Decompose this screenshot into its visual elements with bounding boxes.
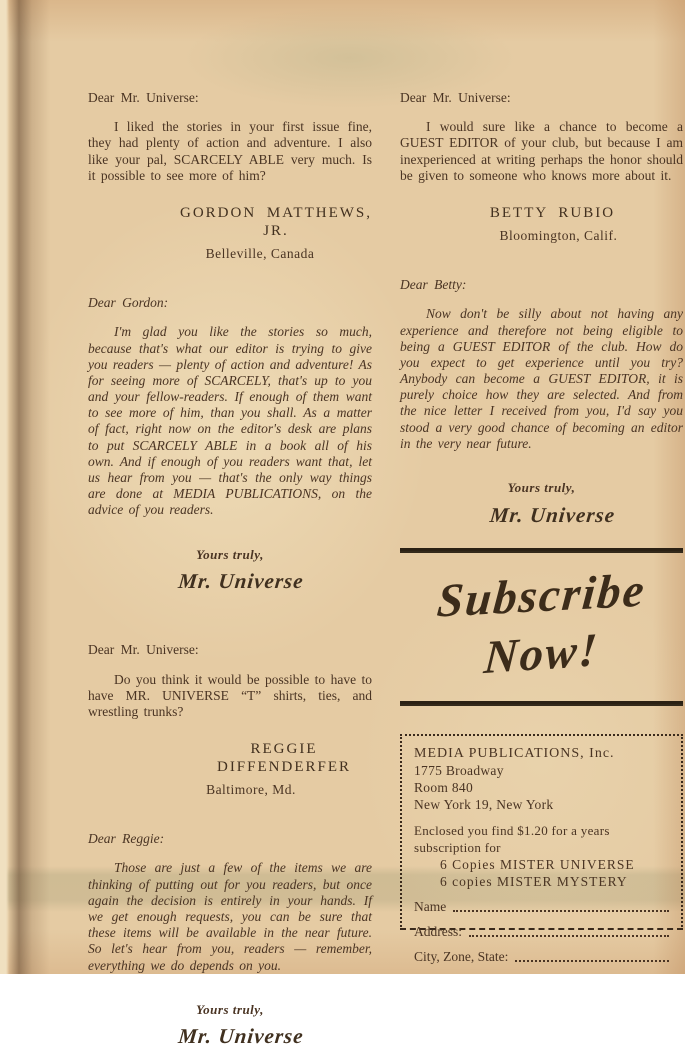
letter-body: I liked the stories in your first issue fine, they had plenty of action and adventure. I also like your pal, SCARCELY ABLE very much. Is it possible to see more of him? (88, 119, 372, 183)
address-field (414, 924, 669, 940)
letter-salutation: Dear Mr. Universe: (400, 90, 511, 105)
reply-salutation: Dear Gordon: (88, 295, 169, 311)
editor-signature: Mr. Universe (177, 569, 305, 594)
subscribe-now-banner (400, 564, 683, 684)
reply-body: Those are just a few of the items we are thinking of putting out for you readers, but once again the decision is entirely in your hands. If we get enough requests, you can be sure that these items will be available in the near future. So let's hear from you, readers — remember, everything we do depends on you. (88, 860, 372, 973)
city-zone-state-field (414, 949, 669, 965)
reader-letter-gordon (88, 90, 372, 262)
writer-place: Baltimore, Md. (206, 782, 296, 798)
publisher-name: MEDIA PUBLICATIONS, Inc. (414, 745, 615, 761)
reply-salutation: Dear Reggie: (88, 831, 165, 847)
writer-name: GORDON MATTHEWS, JR. (180, 204, 372, 239)
enclosure-line: Enclosed you find $1.20 for a years subscription for (414, 822, 610, 855)
editor-signature: Mr. Universe (488, 502, 617, 527)
now-word: Now! (482, 623, 601, 684)
reply-closing: Yours truly, (196, 546, 264, 562)
reply-salutation: Dear Betty: (400, 277, 467, 293)
city-label: City, Zone, State: (414, 948, 509, 964)
copies-universe: 6 Copies MISTER UNIVERSE (440, 856, 635, 872)
writer-name: BETTY RUBIO (489, 204, 616, 221)
copies-mystery: 6 copies MISTER MYSTERY (440, 873, 628, 889)
reply-body: I'm glad you like the stories so much, because that's what our editor is trying to give you readers — plenty of action and adventure! As for seeing more of SCARCELY, that's up to you and your fellow-readers. If enough of them want to see more of him, than you shall. As a matter of fact, right now on the editor's desk are plans to put SCARCELY ABLE in a book all of his own. And if enough of you readers want that, let us hear from you — that's the only way things are done at MEDIA PUBLICATIONS, on the advice of you readers. (88, 324, 372, 518)
publisher-street: 1775 Broadway (414, 762, 504, 778)
city-blank-line (515, 960, 669, 962)
writer-name: REGGIE DIFFENDERFER (216, 741, 352, 776)
writer-place: Belleville, Canada (205, 245, 315, 261)
letter-salutation: Dear Mr. Universe: (88, 642, 199, 658)
editor-reply-gordon (88, 295, 372, 594)
address-blank-line (469, 935, 669, 937)
letter-body: I would sure like a chance to become a GUEST EDITOR of your club, but because I am inexperienced at writing perhaps the honor should be given to someone who knows more about it. (400, 119, 683, 183)
reply-body: Now don't be silly about not having any experience and therefore not being eligible to being a GUEST EDITOR of the club. How do you expect to get experience until you try? Anybody can become a GUEST EDITOR, it is purely choice how they are selected. And from the nice letter I received from you, I'd say you stood a very good chance of becoming an editor in the very near future. (400, 306, 683, 451)
left-column (88, 90, 372, 1050)
letter-body: Do you think it would be possible to have to have MR. UNIVERSE “T” shirts, ties, and wrestling trunks? (88, 671, 372, 719)
address-label: Address: (414, 923, 462, 939)
editor-reply-betty (400, 277, 683, 528)
subscription-coupon (400, 734, 683, 964)
letter-salutation: Dear Mr. Universe: (88, 90, 199, 105)
publisher-city: New York 19, New York (414, 796, 554, 812)
double-rule-top (400, 548, 683, 553)
name-label: Name (414, 898, 447, 914)
reply-closing: Yours truly, (196, 1001, 264, 1017)
editor-reply-reggie (88, 831, 372, 1049)
subscribe-word: Subscribe (435, 564, 648, 628)
writer-place: Bloomington, Calif. (499, 227, 618, 243)
right-column (400, 90, 683, 964)
double-rule-bottom (400, 701, 683, 706)
editor-signature: Mr. Universe (177, 1024, 305, 1049)
reply-closing: Yours truly, (507, 480, 576, 495)
name-blank-line (453, 910, 669, 912)
reader-letter-reggie (88, 642, 372, 798)
reader-letter-betty (400, 90, 683, 244)
name-field (414, 899, 669, 915)
publisher-room: Room 840 (414, 779, 474, 795)
